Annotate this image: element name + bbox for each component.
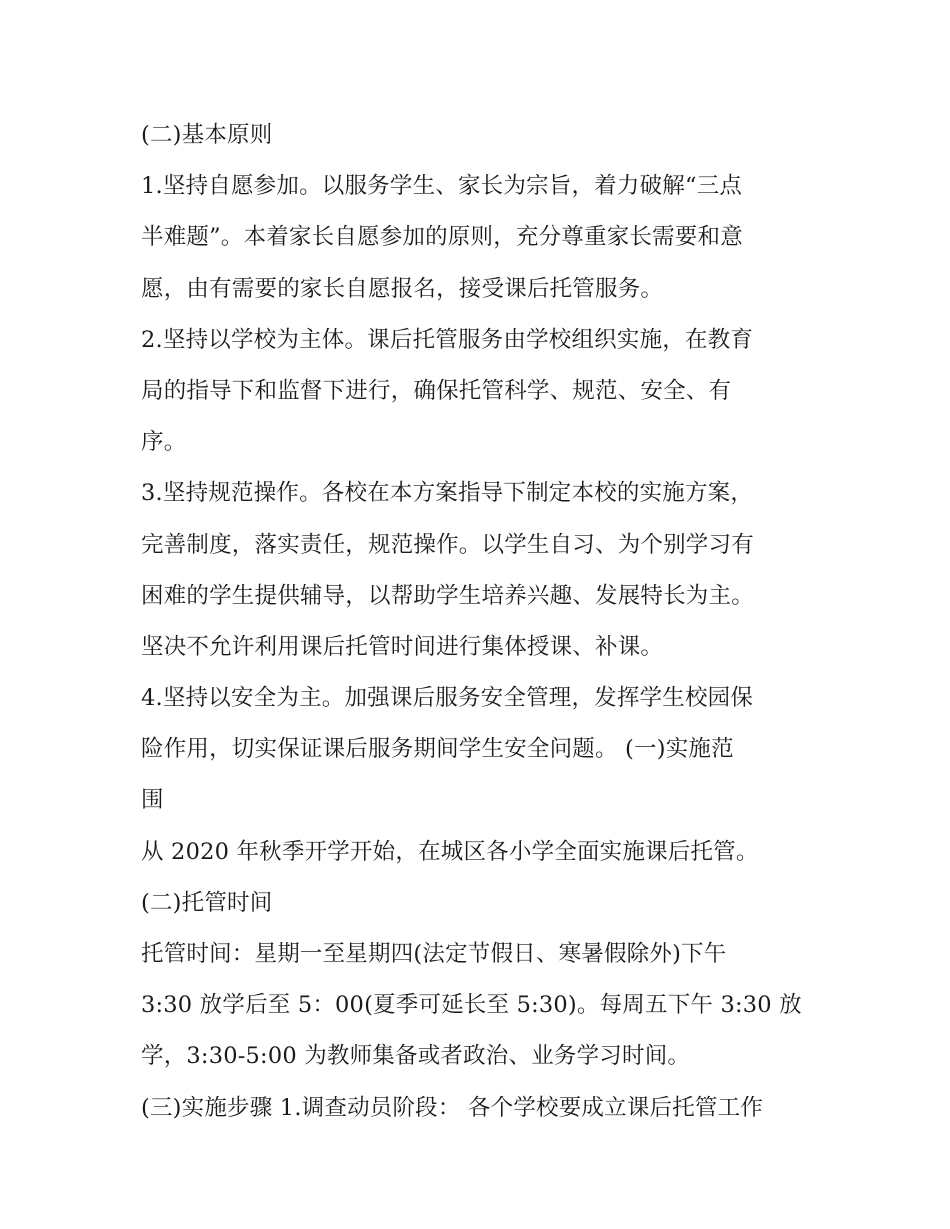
paragraph-line: 困难的学生提供辅导，以帮助学生培养兴趣、发展特长为主。 [141, 582, 754, 609]
paragraph-line: 从 2020 年秋季开学开始，在城区各小学全面实施课后托管。 [141, 838, 759, 865]
paragraph-line: 序。 [141, 429, 187, 456]
paragraph-line: 愿，由有需要的家长自愿报名，接受课后托管服务。 [141, 275, 664, 302]
paragraph-line: 3.坚持规范操作。各校在本方案指导下制定本校的实施方案， [141, 480, 754, 507]
paragraph-line: 险作用，切实保证课后服务期间学生安全问题。 (一)实施范 [141, 736, 734, 763]
paragraph-line: 坚决不允许利用课后托管时间进行集体授课、补课。 [141, 633, 664, 660]
paragraph-line: (三)实施步骤 1.调查动员阶段： 各个学校要成立课后托管工作 [141, 1094, 764, 1121]
paragraph-line: 2.坚持以学校为主体。课后托管服务由学校组织实施，在教育 [141, 326, 754, 353]
paragraph-line: 完善制度，落实责任，规范操作。以学生自习、为个别学习有 [141, 531, 754, 558]
document-body [141, 110, 831, 1134]
paragraph-line: 围 [141, 787, 164, 814]
paragraph-line: 1.坚持自愿参加。以服务学生、家长为宗旨，着力破解“三点 [141, 173, 743, 200]
section-heading-hosting-time: (二)托管时间 [141, 889, 273, 916]
paragraph-line: 3:30 放学后至 5：00(夏季可延长至 5:30)。每周五下午 3:30 放 [141, 992, 802, 1019]
paragraph-line: 学，3:30-5:00 为教师集备或者政治、业务学习时间。 [141, 1043, 691, 1070]
paragraph-line: 半难题”。本着家长自愿参加的原则，充分尊重家长需要和意 [141, 224, 743, 251]
section-heading-basic-principles: (二)基本原则 [141, 122, 273, 148]
paragraph-line: 托管时间：星期一至星期四(法定节假日、寒暑假除外)下午 [141, 941, 727, 967]
paragraph-line: 局的指导下和监督下进行，确保托管科学、规范、安全、有 [141, 377, 732, 404]
paragraph-line: 4.坚持以安全为主。加强课后服务安全管理，发挥学生校园保 [141, 685, 754, 712]
